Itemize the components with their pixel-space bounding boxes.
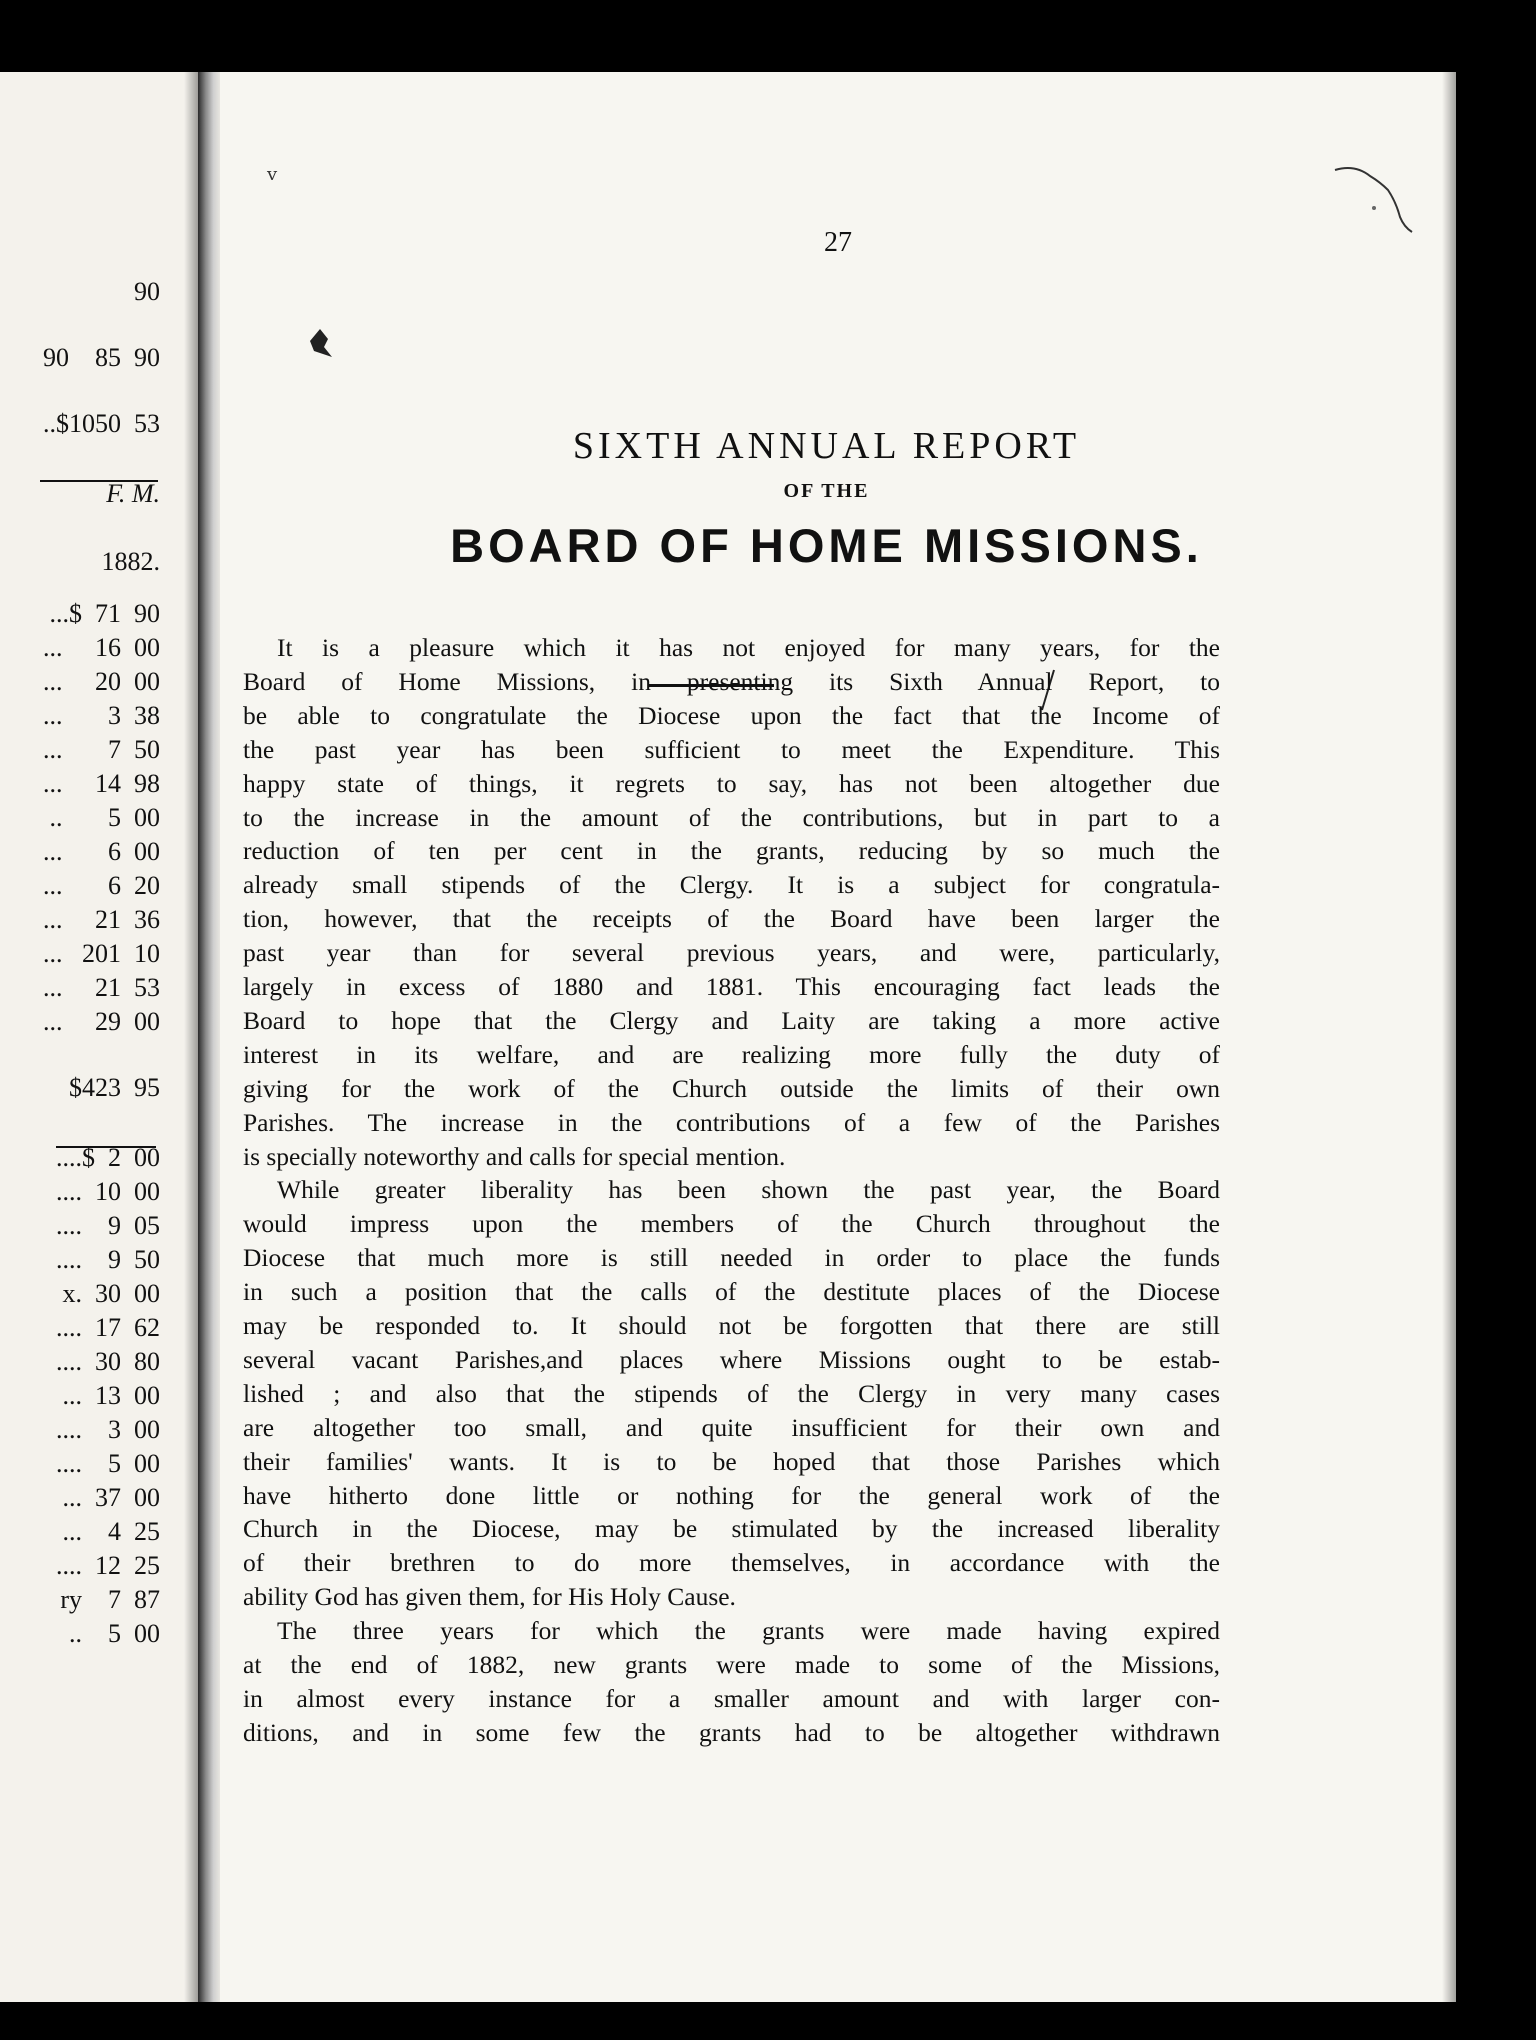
report-title-line-1: SIXTH ANNUAL REPORT xyxy=(572,425,1081,467)
fragment-line: .... 9 50 xyxy=(56,1245,160,1274)
fragment-line: 90 xyxy=(134,277,160,306)
fragment-line: ... 37 00 xyxy=(62,1483,160,1512)
body-text-line: tion, however, that the receipts of the Board have been larger the xyxy=(243,904,1220,934)
body-text-line: The three years for which the grants were made having expired xyxy=(277,1616,1220,1646)
scan-border xyxy=(1456,72,1536,2002)
fragment-line: ... 6 20 xyxy=(43,871,160,900)
fragment-line: ...$ 71 90 xyxy=(49,599,160,628)
fragment-line: .... 30 80 xyxy=(56,1347,160,1376)
fragment-line: x. 30 00 xyxy=(62,1279,160,1308)
body-text-line: at the end of 1882, new grants were made to some of the Missions, xyxy=(243,1650,1220,1679)
body-text-line: is specially noteworthy and calls for special mention. xyxy=(243,1141,786,1171)
body-text-line: reduction of ten per cent in the grants, reducing by so much the xyxy=(243,836,1220,866)
fragment-line: ... 201 10 xyxy=(43,939,160,968)
fragment-line: 90 85 90 xyxy=(43,343,160,372)
body-text-line: interest in its welfare, and are realizing more fully the duty of xyxy=(243,1039,1220,1069)
page-edge-shadow xyxy=(1442,72,1456,2002)
body-text-line: Board of Home Missions, in presenting its Sixth Annual Report, to xyxy=(243,666,1220,696)
body-text-line: Board to hope that the Clergy and Laity are taking a more active xyxy=(243,1005,1220,1035)
body-text-line: ability God has given them, for His Holy Cause. xyxy=(243,1582,736,1612)
body-text-line: are altogether too small, and quite insufficient for their own and xyxy=(243,1412,1220,1442)
fragment-line: ... 7 50 xyxy=(43,735,160,764)
fragment-line: ....$ 2 00 xyxy=(56,1143,160,1172)
fragment-line: ... 3 38 xyxy=(43,701,160,730)
body-text-line: lished ; and also that the stipends of the Clergy in very many cases xyxy=(243,1378,1220,1408)
body-text-line: be able to congratulate the Diocese upon the fact that the Income of xyxy=(243,700,1220,730)
body-text-line: the past year has been sufficient to meet the Expenditure. This xyxy=(243,734,1220,764)
body-text-line: Diocese that much more is still needed in order to place the funds xyxy=(243,1243,1220,1273)
fragment-line: ... 4 25 xyxy=(62,1517,160,1546)
fragment-line: ... 13 00 xyxy=(62,1381,160,1410)
body-text-line: their families' wants. It is to be hoped that those Parishes which xyxy=(243,1446,1220,1476)
body-text-line: several vacant Parishes,and places where Missions ought to be estab- xyxy=(243,1344,1220,1374)
fragment-line: ... 29 00 xyxy=(43,1007,160,1036)
fragment-line: ... 21 36 xyxy=(43,905,160,934)
body-text-line: in almost every instance for a smaller amount and with larger con- xyxy=(243,1683,1220,1713)
fragment-line: .... 17 62 xyxy=(56,1313,160,1342)
pencil-scribble xyxy=(1330,162,1430,282)
fragment-line: ... 16 00 xyxy=(43,633,160,662)
body-text-line: past year than for several previous years, and were, particularly, xyxy=(243,938,1220,968)
page-shadow xyxy=(184,72,198,2002)
fragment-line: .... 5 00 xyxy=(56,1449,160,1478)
fragment-line: ... 6 00 xyxy=(43,837,160,866)
body-text-line: giving for the work of the Church outside the limits of their own xyxy=(243,1073,1220,1103)
page-number: 27 xyxy=(824,227,852,258)
body-text-line: Church in the Diocese, may be stimulated by the increased liberality xyxy=(243,1514,1220,1544)
body-text-line: of their brethren to do more themselves, in accordance with the xyxy=(243,1548,1220,1578)
pencil-tick-mark: v xyxy=(267,164,278,185)
body-text-line: have hitherto done little or nothing for the general work of the xyxy=(243,1480,1220,1510)
report-page xyxy=(220,72,1456,2002)
body-text-line: While greater liberality has been shown the past year, the Board xyxy=(277,1175,1220,1205)
report-title-line-3: BOARD OF HOME MISSIONS. xyxy=(450,519,1203,572)
fragment-line: F. M. xyxy=(106,479,160,508)
fragment-line: ... 20 00 xyxy=(43,667,160,696)
body-text-line: may be responded to. It should not be forgotten that there are still xyxy=(243,1311,1220,1340)
fragment-line: ry 7 87 xyxy=(60,1585,160,1614)
fragment-line: 1882. xyxy=(101,547,160,576)
report-title-line-2: OF THE xyxy=(783,480,870,502)
left-page-fragment xyxy=(0,72,198,2002)
fragment-line: .... 10 00 xyxy=(56,1177,160,1206)
fragment-line: $423 95 xyxy=(69,1073,160,1102)
body-text-line: already small stipends of the Clergy. It is a subject for congratula- xyxy=(243,870,1220,900)
body-text-line: It is a pleasure which it has not enjoyed for many years, for the xyxy=(277,633,1220,662)
fragment-line: .... 3 00 xyxy=(56,1415,160,1444)
body-text-line: to the increase in the amount of the contributions, but in part to a xyxy=(243,802,1220,832)
body-text-line: Parishes. The increase in the contributions of a few of the Parishes xyxy=(243,1107,1220,1137)
fragment-line: ... 14 98 xyxy=(43,769,160,798)
fragment-line: .... 12 25 xyxy=(56,1551,160,1580)
body-text-line: ditions, and in some few the grants had to be altogether withdrawn xyxy=(243,1717,1220,1747)
book-gutter xyxy=(198,72,220,2002)
fragment-line: ..$1050 53 xyxy=(43,409,160,438)
body-text-line: largely in excess of 1880 and 1881. This encouraging fact leads the xyxy=(243,972,1220,1001)
body-text-line: would impress upon the members of the Church throughout the xyxy=(243,1209,1220,1239)
body-text-line: in such a position that the calls of the destitute places of the Diocese xyxy=(243,1277,1220,1307)
fragment-line: .... 9 05 xyxy=(56,1211,160,1240)
fragment-line: .. 5 00 xyxy=(69,1619,160,1648)
fragment-line: ... 21 53 xyxy=(43,973,160,1002)
body-text-line: happy state of things, it regrets to say, has not been altogether due xyxy=(243,768,1220,798)
ink-blot xyxy=(306,327,334,361)
fragment-line: .. 5 00 xyxy=(49,803,160,832)
